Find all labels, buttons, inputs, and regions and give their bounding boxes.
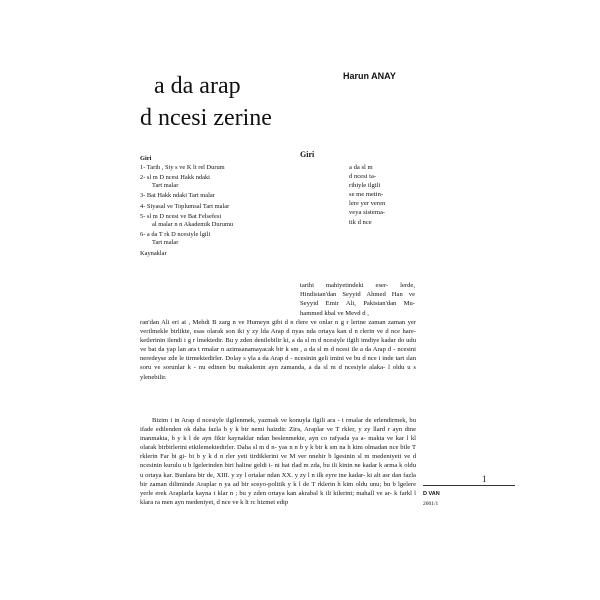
journal-name: D VAN xyxy=(423,491,440,497)
toc-references[interactable]: Kaynaklar xyxy=(140,249,167,257)
toc-item[interactable] xyxy=(140,164,290,172)
toc-item[interactable] xyxy=(140,192,290,200)
article-title-line-1: a da arap xyxy=(154,73,241,99)
text-line: a da sl m xyxy=(349,164,373,171)
article-title-line-2: d ncesi zerine xyxy=(140,105,272,131)
toc-item-label: 2- sl m D ncesi Hakk ndaki xyxy=(140,174,210,182)
toc-item-label: 3- Bat Hakk ndaki Tart malar xyxy=(140,192,215,200)
toc-item-sublabel: al malar n n Akademik Durumu xyxy=(152,220,234,228)
toc-heading: Giri xyxy=(140,155,152,162)
page-number: 1 xyxy=(482,474,487,484)
journal-issue: 2001/1 xyxy=(423,501,439,507)
intro-narrow-column xyxy=(349,163,414,227)
body-paragraph-2 xyxy=(140,416,416,507)
toc-item-sublabel: Tart malar xyxy=(152,239,179,247)
table-of-contents xyxy=(140,155,290,258)
toc-item[interactable] xyxy=(140,174,290,190)
footer-divider xyxy=(423,485,515,486)
paragraph-text: ran'dan Ali eri at , Mehdi B zarg n ve Humeyn gibi d n rlere ve onlar n g r lerine zaman zaman yer verilmekle birlikte, esas olarak son iki y zy lda Arap d nyas nda ortaya kan d n rlerin ve d nce hare- ketlerinin ilendi i g r lmektedir. Bu y zden denilebilir ki, a da sl m d ncesiyle ilgili imdiye kadar do udu ve bat da yap lan ara t rmalar n azimsanamayacak bir k sm , a da sl m d ncesi ile a da Arap d - ncesini neredeyse zde le tirmektedirler. Dolay s yla a da Arap d - ncesinin geli imini ve bu d nce i inde tart ılan soru ve sorunlar k - nu edinen bu makalenin ayn zamanda, a da sl m d ncesiyle alaka- l oldu u s ylenebilir. xyxy=(140,319,416,381)
body-paragraph-1 xyxy=(140,318,416,382)
intro-wide-text: tarihi mahiyetindeki eser- lerde, Hindistan'dan Seyyid Ahmed Han ve Seyyid Emir Ali, Pakistan'dan Mu- hammed kbal ve Mevd d , xyxy=(300,282,415,317)
toc-item[interactable] xyxy=(140,203,290,211)
article-title xyxy=(140,70,340,134)
toc-item-label: 4- Siyasal ve Toplumsal Tart malar xyxy=(140,202,230,210)
toc-item-sublabel: Tart malar xyxy=(152,181,179,189)
toc-item[interactable] xyxy=(140,231,290,247)
text-line: lere yer veren xyxy=(349,200,386,208)
toc-item-label: 6- a da T rk D ncesiyle lgili xyxy=(140,231,211,239)
toc-item-label: 1- Tarih , Siy s ve K lt rel Durum xyxy=(140,163,225,171)
text-line: se me metin- xyxy=(349,191,384,199)
toc-item-label: 5- sl m D ncesi ve Bat Felsefesi xyxy=(140,213,222,221)
author-name: Harun ANAY xyxy=(343,71,396,81)
paragraph-text: Bizim i in Arap d ncesiyle ilgilenmek, yazmak ve konuyla ilgili ara - t rmalar de erlendirmek, bu ifade edilenden ok daha fazla b y k bir nemi haizdir. Zira, Araplar ve T rkler, y zy llard r ayn dine inanmakta, b y k l de ayn fikir kaynaklar ndan beslenmekte, ayn co rafyada ya a- makta ve kar l kl olarak birbirlerini etkilemektedirler. Daha sl m d n- yas n n b y k bir k sm na h kim olmadan nce bile T rklerin Far bi gi- bi b y k d n rler yeti tirdiklerini ve M ver nnehir b lgesinin sl m medeniyeti ve d ncesinin kurulu u b lgelerinden biri haline geldi i- ni hat rlad m zda, bu ili kinin ne kadar k arma k oldu u ortaya kar. Bunlara bir de, XIII. y zy l ortalar ndan XX. y zy l n ilk eyre ine kadar- ki alt asr dan fazla bir zaman diliminde Araplar n ya ad bir sosyo-politik y k l de T rklerin h kim oldu unu; bu b lgelere yerle erek Araplarla kayna t klar n ; bu y zden ortaya kan akrabal k ili kilerini; mahall ve ar- k farkl l klara ra men ayn medeniyet, d nce ve k lt rc hizmet edip xyxy=(140,417,416,506)
toc-item[interactable] xyxy=(140,213,290,229)
text-line: rihiyle ilgili xyxy=(349,182,381,190)
text-line: tik d nce xyxy=(349,218,372,226)
section-heading: Giri xyxy=(300,150,315,159)
text-line: d ncesi ta- xyxy=(349,173,377,181)
text-line: veya sistema- xyxy=(349,209,386,217)
